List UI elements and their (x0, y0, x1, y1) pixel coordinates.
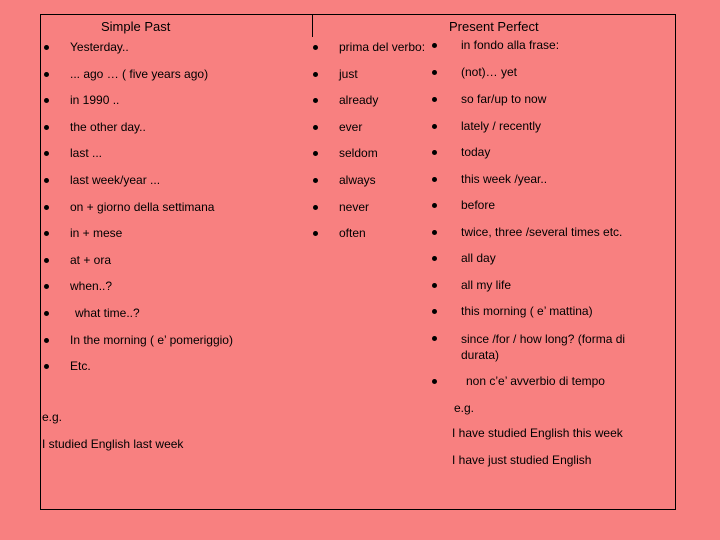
simple-past-item: in + mese (70, 226, 123, 241)
bullet-icon (44, 258, 49, 263)
example-sentence-present-perfect-1: I have studied English this week (452, 426, 623, 440)
bullet-icon (432, 203, 437, 208)
bullet-icon (313, 125, 318, 130)
bullet-icon (44, 338, 49, 343)
bullet-icon (313, 178, 318, 183)
bullet-icon (44, 125, 49, 130)
simple-past-item: last week/year ... (70, 173, 161, 187)
example-label-right: e.g. (454, 401, 475, 415)
bullet-icon (432, 336, 437, 341)
present-perfect-end-item: before (461, 198, 496, 212)
simple-past-item: what time..? (75, 306, 140, 320)
present-perfect-end-item: lately / recently (461, 119, 542, 133)
bullet-icon (44, 45, 49, 50)
present-perfect-heading: Present Perfect (449, 19, 539, 34)
present-perfect-adverb-item: just (339, 66, 358, 81)
simple-past-item: In the morning ( e’ pomeriggio) (70, 332, 233, 347)
simple-past-heading: Simple Past (101, 19, 171, 34)
present-perfect-end-item: twice, three /several times etc. (461, 225, 623, 239)
bullet-icon (44, 72, 49, 77)
bullet-icon (313, 45, 318, 50)
simple-past-item: in 1990 .. (70, 93, 120, 108)
simple-past-item: last ... (70, 146, 103, 161)
simple-past-item: when..? (70, 279, 113, 294)
bullet-icon (313, 205, 318, 210)
simple-past-item: Yesterday.. (70, 40, 129, 54)
header-divider (312, 15, 313, 37)
bullet-icon (432, 150, 437, 155)
bullet-icon (432, 230, 437, 235)
bullet-icon (44, 178, 49, 183)
present-perfect-adverb-item: already (339, 93, 379, 108)
example-sentence-simple-past: I studied English last week (42, 437, 184, 451)
present-perfect-adverb-item: ever (339, 119, 363, 134)
simple-past-item: the other day.. (70, 119, 146, 134)
present-perfect-end-item: today (461, 145, 491, 159)
simple-past-item: Etc. (70, 359, 91, 374)
bullet-icon (432, 283, 437, 288)
bullet-icon (44, 205, 49, 210)
present-perfect-adverb-item: often (339, 226, 366, 241)
bullet-icon (432, 43, 437, 48)
bullet-icon (313, 72, 318, 77)
present-perfect-end-item: this week /year.. (461, 172, 548, 186)
bullet-icon (44, 311, 49, 316)
present-perfect-adverb-item: prima del verbo: (339, 40, 426, 54)
table-header (41, 15, 675, 37)
present-perfect-end-item: this morning ( e’ mattina) (461, 304, 593, 318)
present-perfect-end-item: in fondo alla frase: (461, 38, 560, 52)
simple-past-item: on + giorno della settimana (70, 199, 215, 214)
bullet-icon (432, 177, 437, 182)
present-perfect-adverb-item: always (339, 173, 376, 187)
present-perfect-adverb-item: never (339, 199, 370, 214)
present-perfect-end-item: so far/up to now (461, 92, 547, 106)
present-perfect-end-item: all day (461, 251, 496, 265)
simple-past-item: ... ago … ( five years ago) (70, 66, 209, 81)
present-perfect-end-item: all my life (461, 278, 512, 292)
present-perfect-end-item: since /for / how long? (forma di durata) (461, 332, 626, 362)
present-perfect-end-item: non c’e’ avverbio di tempo (466, 374, 605, 388)
example-label-left: e.g. (42, 410, 63, 424)
example-sentence-present-perfect-2: I have just studied English (452, 453, 592, 467)
bullet-icon (432, 70, 437, 75)
present-perfect-end-item: (not)… yet (461, 65, 518, 79)
simple-past-item: at + ora (70, 252, 112, 267)
bullet-icon (432, 309, 437, 314)
bullet-icon (432, 256, 437, 261)
bullet-icon (432, 97, 437, 102)
present-perfect-adverb-item: seldom (339, 146, 378, 161)
bullet-icon (432, 379, 437, 384)
bullet-icon (432, 124, 437, 129)
